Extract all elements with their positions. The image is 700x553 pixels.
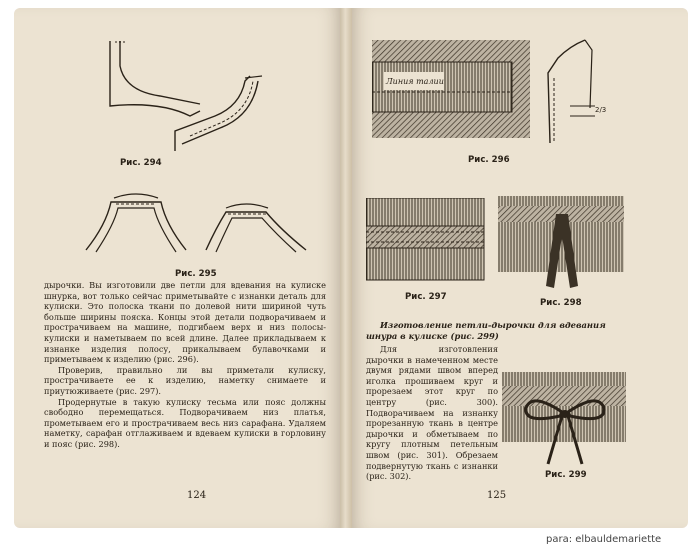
figure-299-drawing [502, 372, 628, 468]
left-paragraph: Проверив, правильно ли вы приметали кулиску, прострачиваете ее к изделию, наметку снимаете и приутюживаете (рис. 297). [44, 364, 326, 396]
figure-295-caption: Рис. 295 [175, 269, 217, 279]
figure-294-neckline-drawing [90, 36, 300, 166]
watermark: para: elbauldemariette [546, 534, 662, 545]
fraction-label: 2/3 [595, 106, 607, 114]
left-paragraph: Продернутые в такую кулиску тесьма или пояс должны свободно перемещаться. Подворачиваем низ платья, прометываем его и прострачиваем весь низ сарафана. Удаляем наметку, сарафан отглаживаем и вдеваем кулиски в горловину и пояс (рис. 298). [44, 396, 326, 449]
figure-296-bodice-drawing [540, 38, 610, 148]
right-paragraph: Для изготовления дырочки в намеченном месте двумя рядами швом вперед иголка прошиваем круг и прорезаем этот круг по центру (рис. 300). Подворачиваем на изнанку прорезанную ткань в центре дырочки и обметываем по кругу плотным петельным швом (рис. 301). Обрезаем подвернутую ткань с изнанки (рис. 302). [366, 344, 498, 482]
left-paragraph: дырочки. Вы изготовили две петли для вдевания на кулиске шнурка, вот только сейчас приметывайте с изнанки деталь для кулиски. Это полоска ткани по долевой нити шириной чуть больше ширины пояска. Концы этой детали подворачиваем и прострачиваем на машине, подгибаем верх и низ полосы-кулиски и наметываем по всей длине. Далее прикладываем к изнанке изделия полосу, прикалываем булавочками и приметываем к изделию (рис. 296). [44, 280, 326, 365]
waistline-label: Линия талии [386, 77, 444, 86]
book-gutter [340, 8, 352, 528]
figure-297-drawing [366, 198, 486, 282]
figure-299-caption: Рис. 299 [545, 470, 587, 480]
figure-296-waistline-drawing [372, 40, 532, 140]
right-page-number: 125 [487, 490, 507, 501]
figure-296-caption: Рис. 296 [468, 155, 510, 165]
right-page-body-text [366, 344, 498, 482]
figure-298-drawing [498, 196, 626, 290]
section-heading: Изготовление петли-дырочки для вдевания шнура в кулиске (рис. 299) [366, 320, 606, 341]
left-page-body-text [44, 280, 326, 450]
figure-298-caption: Рис. 298 [540, 298, 582, 308]
figure-294-caption: Рис. 294 [120, 158, 162, 168]
left-page-number: 124 [187, 490, 207, 501]
figure-295-neckband-drawing [76, 190, 316, 260]
figure-297-caption: Рис. 297 [405, 292, 447, 302]
